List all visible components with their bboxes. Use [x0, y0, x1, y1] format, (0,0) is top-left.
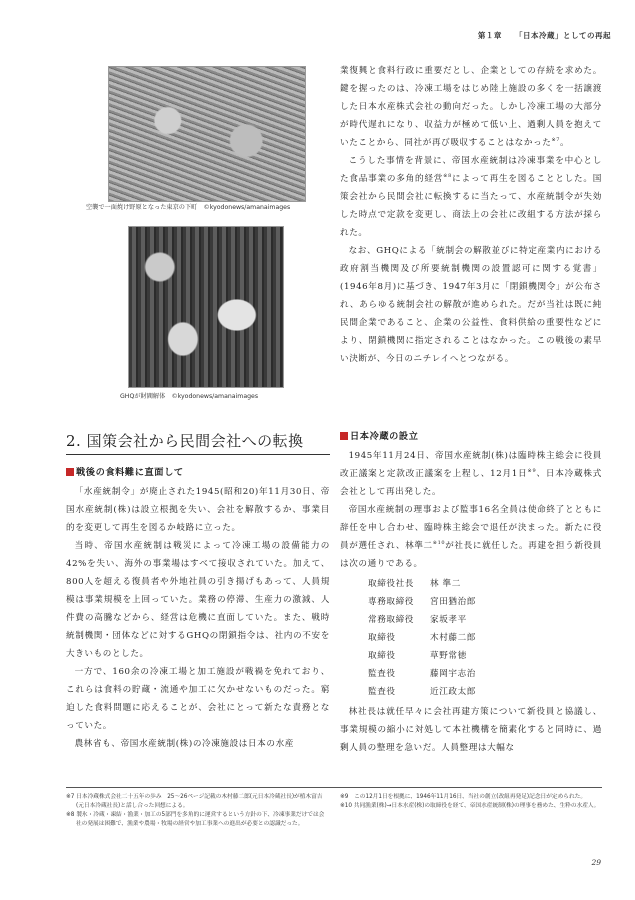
- footnote: ※10 共同漁業(株)→日本水産(株)の取締役を経て、帝国水産統制(株)の理事を務めた、生粋の水産人。: [340, 803, 600, 809]
- footnote: ※7 日本冷蔵株式会社二十五年の歩み 25〜26ページ記載の木村藤二郎(元日本冷蔵社長)が植木富吉(元日本冷蔵社長)と話し合った回想による。: [66, 794, 323, 809]
- subhead: [340, 428, 602, 446]
- right-column-top: [340, 62, 602, 368]
- roster-name: 宮田猶治郎: [430, 597, 476, 607]
- paragraph: 「水産統制令」が廃止された1945(昭和20)年11月30日、帝国水産統制(株)は設立根拠を失い、会社を解散するか、事業目的を変更して再生を図るか岐路に立った。: [66, 487, 330, 533]
- roster-name: 草野常徳: [430, 651, 467, 661]
- roster-row: [368, 593, 602, 611]
- footnote: ※9 この12月1日を根拠に、1946年11月16日、当社の創立(改組再発足)記念日が定められた。: [340, 794, 586, 800]
- paragraph-text: が社長に就任した。再建を担う新役員は次の通りである。: [340, 541, 602, 569]
- footnote-ref: ※7: [551, 137, 561, 143]
- roster-name: 木村藤二郎: [430, 633, 476, 643]
- paragraph-text: 業復興と食料行政に重要だとし、企業としての存続を求めた。鍵を握ったのは、冷凍工場をはじめ陸上施設の多くを一括譲渡した日本水産株式会社の動向だった。しかし冷凍工場の大部分が時代遅れになり、収益力が極めて低い上、過剰人員を抱えていたことから、同社が再び吸収することはなかった: [340, 66, 602, 148]
- paragraph-text: こうした事情を背景に、帝国水産統制は冷凍事業を中心とした食品事業の多角的経営: [340, 156, 602, 184]
- paragraph-text: によって再生を図ることとした。国策会社から民間会社に転換するに当たって、水産統制令が失効した時点で定款を変更し、商法上の会社に改組する方法が採られた。: [340, 174, 602, 238]
- photo-burned-tokyo: [108, 66, 306, 202]
- roster-name: 家坂孝平: [430, 615, 467, 625]
- paragraph-text: 1945年11月24日、帝国水産統制(株)は臨時株主総会に役員改正議案と定款改正議案を上程し、12月1日: [340, 451, 602, 479]
- roster-name: 近江政太郎: [430, 687, 476, 697]
- subhead: [66, 464, 330, 482]
- paragraph: 農林省も、帝国水産統制(株)の冷凍施設は日本の水産: [74, 739, 294, 749]
- roster-name: 林 準二: [430, 579, 461, 589]
- chapter-title: 「日本冷蔵」としての再起: [515, 31, 611, 40]
- subhead-text: 日本冷蔵の設立: [350, 431, 419, 442]
- section-title: 2. 国策会社から民間会社への転換: [66, 430, 330, 455]
- left-column: [66, 462, 330, 753]
- paragraph: 一方で、160余の冷凍工場と加工施設が戦禍を免れており、これらは食料の貯蔵・流通や加工に欠かせないものだった。窮迫した食料問題に応えることが、会社にとって新たな責務となっていた。: [66, 667, 330, 731]
- roster-role: 取締役: [368, 651, 396, 661]
- roster-row: [368, 647, 602, 665]
- footnotes-right: [340, 793, 602, 811]
- paragraph-text: 帝国水産統制の理事および監事16名全員は使命終了とともに辞任を申し合わせ、臨時株主総会で退任が決まった。新たに役員が選任され、林準二: [340, 505, 602, 551]
- roster-name: 藤岡宇志治: [430, 669, 476, 679]
- footnotes-left: [66, 793, 330, 829]
- officer-roster: [368, 575, 602, 701]
- footnote-ref: ※10: [432, 540, 446, 546]
- footnote-divider: [66, 787, 602, 788]
- paragraph: なお、GHQによる「統制会の解散並びに特定産業内における政府割当機関及び所要統制機関の設置認可に関する覚書」(1946年8月)に基づき、1947年3月に「閉鎖機関令」が公布され、あらゆる統制会社の解散が進められた。だが当社は既に純民間企業であること、企業の公益性、食料供給の重要性などにより、閉鎖機関に指定されることはなかった。この戦後の素早い決断が、今日のニチレイへとつながる。: [340, 246, 602, 364]
- roster-role: 取締役社長: [368, 579, 414, 589]
- roster-row: [368, 575, 602, 593]
- photo-ghq-dissolution: [128, 226, 284, 388]
- roster-role: 監査役: [368, 669, 396, 679]
- square-bullet-icon: [340, 432, 348, 440]
- roster-role: 常務取締役: [368, 615, 414, 625]
- paragraph: 当時、帝国水産統制は戦災によって冷凍工場の設備能力の42%を失い、海外の事業場はすべて接収されていた。加えて、800人を超える復員者や外地社員の引き揚げもあって、人員規模は事業規模を上回っていた。業務の停滞、生産力の激減、人件費の高騰などから、経営は危機に直面していた。また、戦時統制機関・団体などに対するGHQの閉鎖指令は、社内の不安を大きいものとした。: [66, 541, 330, 659]
- right-column-bottom: [340, 426, 602, 757]
- square-bullet-icon: [66, 468, 74, 476]
- subhead-text: 戦後の食料難に直面して: [76, 467, 184, 478]
- photo1-caption: 空襲で一面焼け野原となった東京の下町 ©kyodonews/amanaimages: [86, 204, 291, 211]
- roster-role: 監査役: [368, 687, 396, 697]
- paragraph-text: 。: [560, 138, 570, 148]
- roster-role: 専務取締役: [368, 597, 414, 607]
- paragraph: [340, 152, 602, 242]
- roster-row: [368, 665, 602, 683]
- roster-row: [368, 629, 602, 647]
- running-head: [468, 30, 611, 41]
- footnote-ref: ※8: [443, 173, 452, 179]
- chapter-number: 第１章: [477, 31, 502, 40]
- photo2-caption: GHQが財閥解体 ©kyodonews/amanaimages: [120, 393, 259, 400]
- paragraph: [340, 447, 602, 501]
- page-number: 29: [591, 858, 601, 867]
- paragraph: [340, 62, 602, 152]
- roster-role: 取締役: [368, 633, 396, 643]
- footnote-ref: ※9: [527, 468, 537, 474]
- paragraph: 林社長は就任早々に会社再建方策について新役員と協議し、事業規模の縮小に対処して本社機構を簡素化すると同時に、過剰人員の整理を急いだ。人員整理は大幅な: [340, 707, 602, 753]
- footnote: ※8 製氷・冷蔵・凍結・漁業・加工の5部門を多角的に運営するという方針の下、冷凍事業だけでは会社の発展は困難で、漁業や農場・牧場の経営や加工事業への進出が必要との認識だった。: [66, 812, 325, 827]
- paragraph-text: 、日本冷蔵株式会社として再出発した。: [340, 469, 602, 497]
- roster-row: [368, 611, 602, 629]
- roster-row: [368, 683, 602, 701]
- paragraph: [340, 501, 602, 573]
